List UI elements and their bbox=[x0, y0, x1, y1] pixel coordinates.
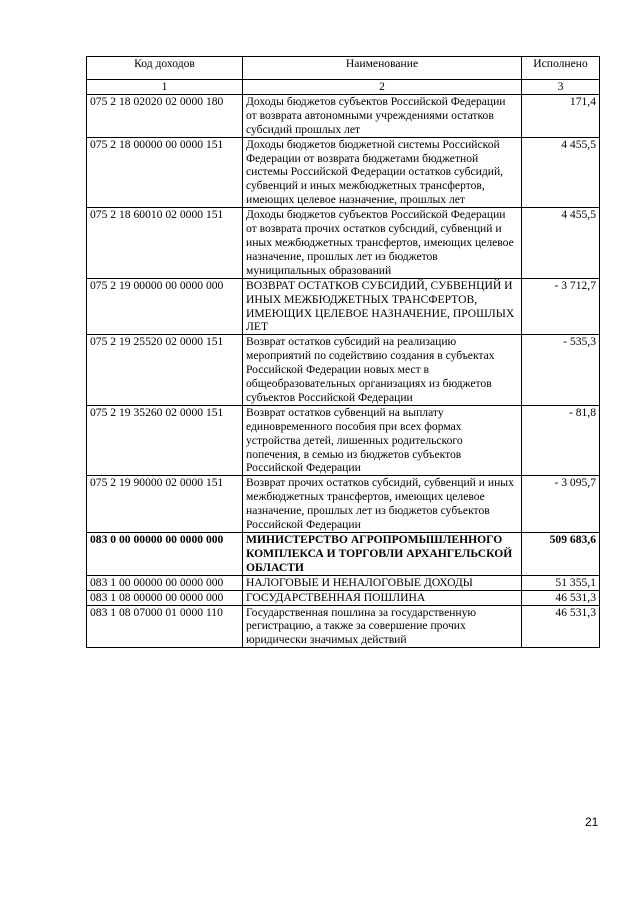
revenue-amount: - 3 712,7 bbox=[522, 278, 600, 335]
table-row bbox=[87, 575, 600, 590]
column-number-1: 1 bbox=[87, 80, 243, 95]
column-number-2: 2 bbox=[243, 80, 522, 95]
revenue-amount: 46 531,3 bbox=[522, 605, 600, 648]
table-row bbox=[87, 137, 600, 208]
revenue-name: Возврат остатков субвенций на выплату единовременного пособия при всех формах устройства детей, лишенных родительского попечения, в семью из бюджетов субъектов Российской Федерации bbox=[243, 405, 522, 476]
revenue-name: Возврат прочих остатков субсидий, субвенций и иных межбюджетных трансфертов, имеющих целевое назначение, прошлых лет из бюджетов субъектов Российской Федерации bbox=[243, 476, 522, 533]
revenue-name: Государственная пошлина за государственную регистрацию, а также за совершение прочих юридически значимых действий bbox=[243, 605, 522, 648]
revenue-name: ГОСУДАРСТВЕННАЯ ПОШЛИНА bbox=[243, 590, 522, 605]
revenue-name: Доходы бюджетов субъектов Российской Федерации от возврата прочих остатков субсидий, субвенций и иных межбюджетных трансфертов, имеющих целевое назначение, прошлых лет из бюджетов муниципальных образований bbox=[243, 208, 522, 279]
revenue-name: Доходы бюджетов субъектов Российской Федерации от возврата автономными учреждениями остатков субсидий прошлых лет bbox=[243, 94, 522, 137]
revenue-code: 075 2 18 00000 00 0000 151 bbox=[87, 137, 243, 208]
table-row bbox=[87, 405, 600, 476]
revenue-code: 075 2 19 90000 02 0000 151 bbox=[87, 476, 243, 533]
revenue-amount: 51 355,1 bbox=[522, 575, 600, 590]
revenue-amount: 4 455,5 bbox=[522, 208, 600, 279]
revenue-table bbox=[86, 56, 600, 648]
table-row bbox=[87, 590, 600, 605]
revenue-name: Возврат остатков субсидий на реализацию мероприятий по содействию создания в субъектах Российской Федерации новых мест в общеобразовательных организациях из бюджетов субъектов Российской Федерации bbox=[243, 335, 522, 406]
revenue-amount: 171,4 bbox=[522, 94, 600, 137]
header-name: Наименование bbox=[243, 57, 522, 80]
revenue-code: 075 2 18 60010 02 0000 151 bbox=[87, 208, 243, 279]
revenue-amount: 46 531,3 bbox=[522, 590, 600, 605]
revenue-code: 083 0 00 00000 00 0000 000 bbox=[87, 533, 243, 576]
table-row bbox=[87, 278, 600, 335]
table-row bbox=[87, 476, 600, 533]
revenue-amount: 509 683,6 bbox=[522, 533, 600, 576]
header-code: Код доходов bbox=[87, 57, 243, 80]
revenue-code: 075 2 19 00000 00 0000 000 bbox=[87, 278, 243, 335]
revenue-code: 075 2 19 25520 02 0000 151 bbox=[87, 335, 243, 406]
header-amount: Исполнено bbox=[522, 57, 600, 80]
revenue-code: 083 1 00 00000 00 0000 000 bbox=[87, 575, 243, 590]
revenue-name: МИНИСТЕРСТВО АГРОПРОМЫШЛЕННОГО КОМПЛЕКСА И ТОРГОВЛИ АРХАНГЕЛЬСКОЙ ОБЛАСТИ bbox=[243, 533, 522, 576]
revenue-code: 083 1 08 07000 01 0000 110 bbox=[87, 605, 243, 648]
revenue-code: 083 1 08 00000 00 0000 000 bbox=[87, 590, 243, 605]
revenue-amount: 4 455,5 bbox=[522, 137, 600, 208]
revenue-name: ВОЗВРАТ ОСТАТКОВ СУБСИДИЙ, СУБВЕНЦИЙ И ИНЫХ МЕЖБЮДЖЕТНЫХ ТРАНСФЕРТОВ, ИМЕЮЩИХ ЦЕЛЕВОЕ НАЗНАЧЕНИЕ, ПРОШЛЫХ ЛЕТ bbox=[243, 278, 522, 335]
table-row bbox=[87, 208, 600, 279]
table-row bbox=[87, 605, 600, 648]
revenue-amount: - 3 095,7 bbox=[522, 476, 600, 533]
revenue-code: 075 2 19 35260 02 0000 151 bbox=[87, 405, 243, 476]
page-number: 21 bbox=[585, 815, 599, 829]
column-number-row bbox=[87, 80, 600, 95]
table-row bbox=[87, 335, 600, 406]
revenue-name: НАЛОГОВЫЕ И НЕНАЛОГОВЫЕ ДОХОДЫ bbox=[243, 575, 522, 590]
revenue-code: 075 2 18 02020 02 0000 180 bbox=[87, 94, 243, 137]
table-body bbox=[87, 94, 600, 647]
revenue-name: Доходы бюджетов бюджетной системы Российской Федерации от возврата бюджетами бюджетной системы Российской Федерации остатков субсидий, субвенций и иных межбюджетных трансфертов, имеющих целевое назначение, прошлых лет bbox=[243, 137, 522, 208]
table-row bbox=[87, 94, 600, 137]
column-number-3: 3 bbox=[522, 80, 600, 95]
revenue-amount: - 81,8 bbox=[522, 405, 600, 476]
revenue-amount: - 535,3 bbox=[522, 335, 600, 406]
table-header-row bbox=[87, 57, 600, 80]
table-row bbox=[87, 533, 600, 576]
